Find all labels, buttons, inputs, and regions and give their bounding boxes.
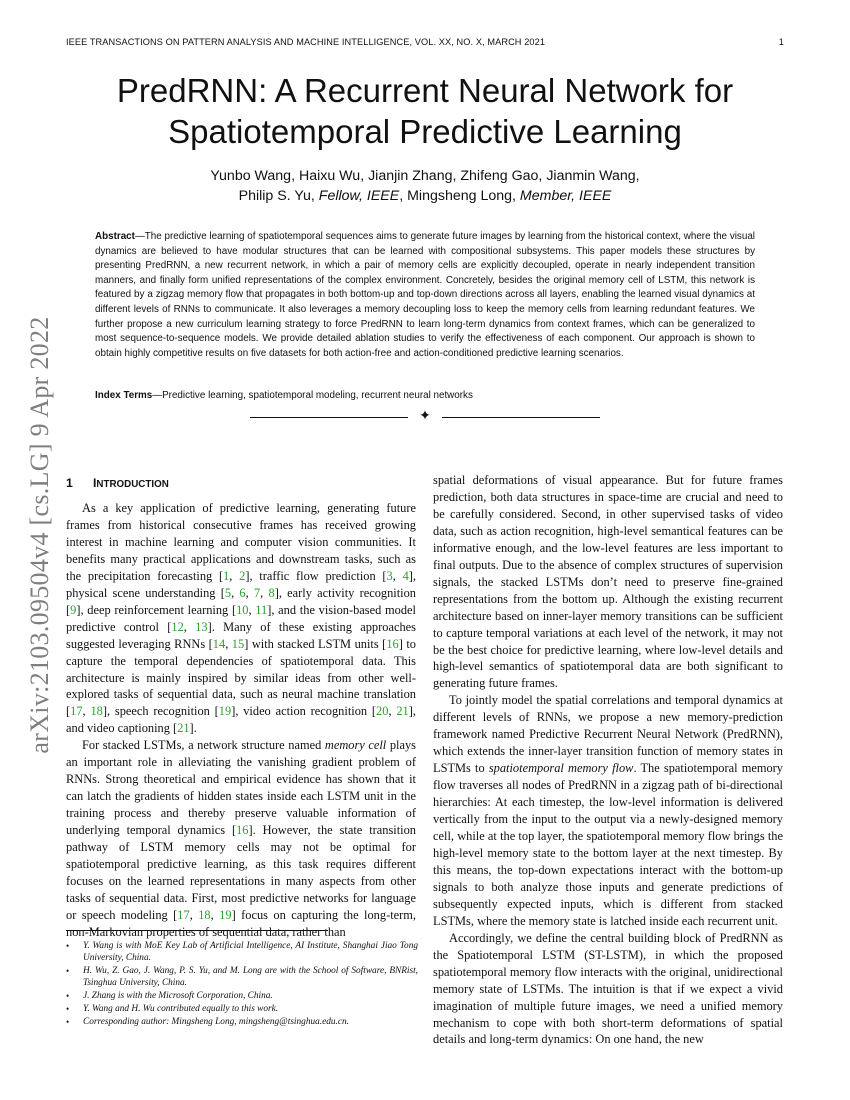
text-run: ]. Many of these existing approaches suggested leveraging RNNs [ — [66, 619, 416, 651]
footnote-text: Y. Wang is with MoE Key Lab of Artificial Intelligence, AI Institute, Shanghai Jiao Tong University, China. — [83, 941, 418, 963]
citation-link[interactable]: 13 — [195, 619, 208, 634]
text-run: , — [260, 585, 269, 600]
citation-link[interactable]: 11 — [255, 602, 268, 617]
text-run: ], video action recognition [ — [231, 704, 377, 719]
abstract-label: Abstract — [95, 231, 135, 242]
text-run: ] focus on capturing the long-term, non-Markovian properties of sequential data, rather than — [66, 907, 417, 939]
section-number: 1 — [66, 476, 73, 490]
text-run: . The spatiotemporal memory flow traverses all nodes of PredRNN in a zigzag path of bi-directional hierarchies: At each timestep, the low-level information is delivered vertically from the input to the output via a newly-designed memory cell, while at the top layer, the spatiotemporal memory flow brings the high-level memory state to the bottom layer at the next timestep. By this means, the top-down expectations interact with the bottom-up signals to both analyze those inputs and generate predictions of subsequently expected inputs, which is different from stacked LSTMs, where the memory state is latched inside each recurrent unit. — [433, 761, 783, 928]
text-run: For stacked LSTMs, a network structure named — [82, 738, 325, 753]
citation-link[interactable]: 7 — [253, 585, 261, 600]
citation-link[interactable]: 5 — [224, 585, 232, 600]
citation-link[interactable]: 21 — [396, 704, 409, 719]
authors-names-a: Philip S. Yu, — [238, 188, 319, 204]
bullet-icon: • — [66, 1017, 70, 1027]
citation-link[interactable]: 18 — [198, 907, 211, 922]
index-terms-label: Index Terms — [95, 390, 153, 401]
authors-line-2 — [0, 186, 850, 206]
section-title-initial: I — [93, 476, 97, 490]
paragraph-intro-4 — [433, 692, 783, 929]
author-list — [0, 166, 850, 206]
footnote-item — [66, 965, 418, 989]
divider-line-left — [250, 417, 408, 418]
journal-name: IEEE TRANSACTIONS ON PATTERN ANALYSIS AND MACHINE INTELLIGENCE, VOL. XX, NO. X, MARCH 2021 — [66, 37, 546, 47]
citation-link[interactable]: 10 — [236, 602, 249, 617]
text-run: , — [225, 636, 232, 651]
arxiv-identifier: arXiv:2103.09504v4 [cs.LG] 9 Apr 2022 — [25, 316, 54, 754]
bullet-icon: • — [66, 991, 70, 1001]
footnote-text: Y. Wang and H. Wu contributed equally to this work. — [83, 1004, 279, 1014]
section-divider — [250, 410, 600, 426]
text-run: ], traffic flow prediction [ — [245, 568, 387, 583]
citation-link[interactable]: 19 — [219, 907, 232, 922]
citation-link[interactable]: 1 — [223, 568, 230, 583]
divider-diamond-icon: ✦ — [419, 409, 431, 424]
text-run: ], physical scene understanding [ — [66, 568, 417, 600]
text-run: ], early activity recognition [ — [66, 585, 416, 617]
footnote-text: H. Wu, Z. Gao, J. Wang, P. S. Yu, and M. Long are with the School of Software, BNRist, Tsinghua University, China. — [83, 966, 418, 988]
index-terms — [95, 389, 755, 403]
text-run: ]. — [189, 721, 197, 736]
citation-link[interactable]: 12 — [171, 619, 184, 634]
title-line-1: PredRNN: A Recurrent Neural Network for — [116, 72, 734, 109]
text-run: ], and video captioning [ — [66, 704, 416, 736]
text-run: , — [388, 704, 397, 719]
text-run: , — [392, 568, 403, 583]
text-run: , — [245, 585, 254, 600]
text-run: , — [248, 602, 256, 617]
title-line-2: Spatiotemporal Predictive Learning — [168, 113, 682, 150]
citation-link[interactable]: 17 — [177, 907, 190, 922]
text-run: , — [189, 907, 199, 922]
citation-link[interactable]: 14 — [212, 636, 226, 651]
section-heading-introduction — [66, 474, 416, 492]
citation-link[interactable]: 6 — [239, 585, 246, 600]
citation-link[interactable]: 16 — [236, 823, 249, 838]
paragraph-intro-1 — [66, 500, 416, 737]
citation-link[interactable]: 3 — [386, 568, 393, 583]
left-column — [66, 472, 416, 941]
citation-link[interactable]: 16 — [386, 636, 399, 651]
text-run: ]. However, the state transition pathway of LSTM memory cells may not be optimal for spatiotemporal predictive learning, as this task requires different focuses on the learned representations in many aspects from other tasks of sequential data. First, most predictive networks for language or speech modeling [ — [66, 823, 416, 922]
page-number: 1 — [778, 37, 784, 47]
citation-link[interactable]: 21 — [177, 721, 190, 736]
right-column — [433, 472, 783, 1048]
footnote-text: Corresponding author: Mingsheng Long, mingsheng@tsinghua.edu.cn. — [83, 1017, 349, 1027]
emphasis-memory-cell: memory cell — [324, 738, 387, 753]
abstract-text: —The predictive learning of spatiotemporal sequences aims to generate future images by learning from the historical context, where the visual dynamics are believed to have modular structures that can be learned with compositional subsystems. This paper models these structures by presenting PredRNN, a new recurrent network, in which a pair of memory cells are explicitly decoupled, operate in nearly independent transition manners, and finally form unified representations of the complex environment. Concretely, besides the original memory cell of LSTM, this network is featured by a zigzag memory flow that propagates in both bottom-up and top-down directions across all layers, enabling the learned visual dynamics at different levels of RNNs to communicate. It also leverages a memory decoupling loss to keep the memory cells from learning redundant features. We further propose a new curriculum learning strategy to force PredRNN to learn long-term dynamics from context frames, which can be generalized to most sequence-to-sequence models. We provide detailed ablation studies to verify the effectiveness of each component. Our approach is shown to obtain highly competitive results on five datasets for both action-free and action-conditioned predictive learning scenarios. — [95, 231, 755, 359]
footnote-text: J. Zhang is with the Microsoft Corporation, China. — [83, 991, 273, 1001]
paragraph-intro-2 — [66, 737, 416, 940]
divider-line-right — [442, 417, 600, 418]
footnotes — [66, 940, 418, 1029]
section-title-rest: NTRODUCTION — [96, 479, 169, 490]
bullet-icon: • — [66, 941, 70, 951]
bullet-icon: • — [66, 1004, 70, 1014]
footnote-rule — [66, 930, 328, 931]
emphasis-spatiotemporal-memory-flow: spatiotemporal memory flow — [488, 761, 634, 776]
authors-line-1: Yunbo Wang, Haixu Wu, Jianjin Zhang, Zhifeng Gao, Jianmin Wang, — [210, 168, 640, 184]
citation-link[interactable]: 4 — [402, 568, 409, 583]
citation-link[interactable]: 17 — [70, 704, 83, 719]
index-terms-text: —Predictive learning, spatiotemporal modeling, recurrent neural networks — [152, 390, 473, 401]
citation-link[interactable]: 2 — [239, 568, 246, 583]
citation-link[interactable]: 18 — [90, 704, 103, 719]
footnote-item — [66, 990, 418, 1002]
fellow-title: Fellow, IEEE — [318, 188, 400, 204]
text-run: , — [210, 907, 220, 922]
text-run: , — [183, 619, 196, 634]
citation-link[interactable]: 8 — [268, 585, 275, 600]
text-run: , — [82, 704, 91, 719]
citation-link[interactable]: 20 — [376, 704, 389, 719]
text-run: ] with stacked LSTM units [ — [244, 636, 387, 651]
citation-link[interactable]: 15 — [231, 636, 245, 651]
footnote-item — [66, 1003, 418, 1015]
paper-title — [0, 70, 850, 152]
footnote-item — [66, 1016, 418, 1028]
text-run: As a key application of predictive learning, generating future frames from historical consecutive frames has received growing interest in machine learning and computer vision communities. It benefits many practical applications and downstream tasks, such as the precipitation forecasting [ — [66, 501, 416, 583]
text-run: To jointly model the spatial correlations and temporal dynamics at different levels of RNNs, we propose a new memory-prediction framework named Predictive Recurrent Neural Network (PredRNN), which extends the inner-layer transition function of memory states in LSTMs to — [433, 693, 783, 776]
paragraph-intro-5: Accordingly, we define the central building block of PredRNN as the Spatiotemporal LSTM (ST-LSTM), in which the proposed spatiotemporal memory flow interacts with the original, unidirectional memory state of LSTMs. The intuition is that if we expect a vivid imagination of multiple future images, we need a unified memory mechanism to cope with both short-term deformations of spatial details and long-term dynamics: On one hand, the new — [433, 930, 783, 1047]
running-header — [66, 37, 784, 47]
text-run: , — [231, 585, 240, 600]
citation-link[interactable]: 19 — [218, 704, 232, 719]
text-run: , — [229, 568, 240, 583]
text-run: ], and the vision-based model predictive control [ — [66, 602, 416, 634]
text-run: ], speech recognition [ — [102, 704, 219, 719]
footnote-item — [66, 940, 418, 964]
bullet-icon: • — [66, 966, 70, 976]
citation-link[interactable]: 9 — [70, 602, 77, 617]
abstract — [95, 230, 755, 361]
member-title: Member, IEEE — [519, 188, 612, 204]
text-run: ] to capture the temporal dependencies of spatiotemporal data. This architecture is mainly inspired by similar ideas from other well-explored tasks of sequential data, such as neural machine translation [ — [66, 636, 416, 719]
paragraph-intro-3: spatial deformations of visual appearance. But for future frames prediction, both data structures in space-time are crucial and need to be carefully considered. Second, in other supervised tasks of video data, such as action recognition, high-level semantical features can be informative enough, and the low-level features are less important to final outputs. Due to the absence of complex structures of supervision signals, the stacked LSTMs don’t need to preserve fine-grained representations from the bottom up. Although the existing recurrent architecture based on inner-layer memory transitions can be sufficient to capture temporal variations at each level of the network, it may not be the best choice for predictive learning, where low-level details and high-level semantics of spatiotemporal data are both significant to generating future frames. — [433, 473, 783, 691]
text-run: ], deep reinforcement learning [ — [76, 602, 237, 617]
text-run: plays an important role in alleviating the vanishing gradient problem of RNNs. Strong theoretical and empirical evidence has shown that it can latch the gradients of hidden states inside each LSTM unit in the training process and thereby preserve valuable information of underlying temporal dynamics [ — [66, 738, 416, 838]
authors-names-b: , Mingsheng Long, — [399, 188, 520, 204]
